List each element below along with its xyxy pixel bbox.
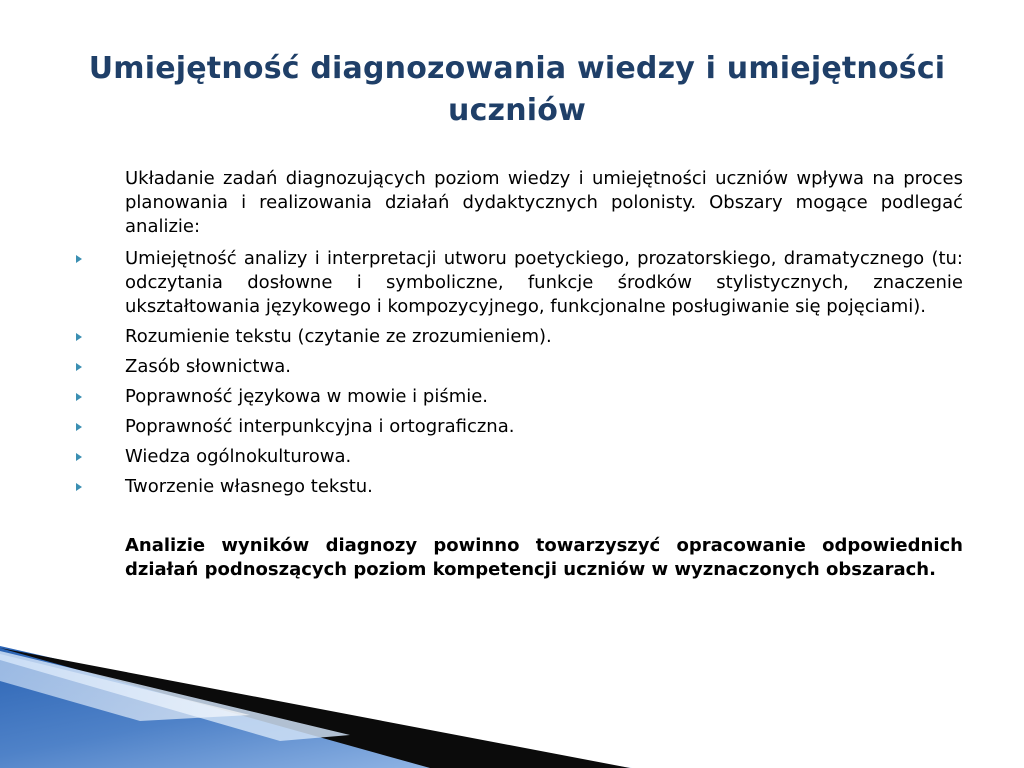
analysis-areas-list [125, 247, 963, 499]
slide-content [125, 167, 963, 582]
list-item-text: Umiejętność analizy i interpretacji utworu poetyckiego, prozatorskiego, dramatycznego (tu: odczytania dosłowne i symboliczne, funkcje środków stylistycznych, znaczenie ukształtowania językowego i kompozycyjnego, funkcjonalne posługiwanie się pojęciami). [125, 248, 963, 317]
triangle-right-icon [76, 333, 82, 341]
triangle-right-icon [76, 393, 82, 401]
list-item-text: Rozumienie tekstu (czytanie ze zrozumieniem). [125, 326, 552, 347]
summary-paragraph: Analizie wyników diagnozy powinno towarzyszyć opracowanie odpowiednich działań podnoszących poziom kompetencji uczniów w wyznaczonych obszarach. [125, 535, 963, 580]
list-item [125, 325, 963, 349]
list-item-text: Poprawność interpunkcyjna i ortograficzna. [125, 416, 515, 437]
slide-title: Umiejętność diagnozowania wiedzy i umiejętności uczniów [88, 51, 946, 128]
triangle-right-icon [76, 363, 82, 371]
list-item [125, 415, 963, 439]
intro-paragraph: Układanie zadań diagnozujących poziom wiedzy i umiejętności uczniów wpływa na proces planowania i realizowania działań dydaktycznych polonisty. Obszary mogące podlegać analizie: [125, 168, 963, 237]
list-item [125, 475, 963, 499]
soft-highlight-band [0, 654, 250, 721]
triangle-right-icon [76, 453, 82, 461]
triangle-right-icon [76, 423, 82, 431]
list-item-text: Wiedza ogólnokulturowa. [125, 446, 352, 467]
light-corner-band [0, 651, 350, 741]
list-item [125, 385, 963, 409]
triangle-right-icon [76, 255, 82, 263]
blue-corner-band [0, 646, 632, 768]
list-item [125, 355, 963, 379]
list-item [125, 247, 963, 319]
black-corner-band [0, 648, 630, 768]
triangle-right-icon [76, 483, 82, 491]
list-item [125, 445, 963, 469]
list-item-text: Poprawność językowa w mowie i piśmie. [125, 386, 489, 407]
list-item-text: Tworzenie własnego tekstu. [125, 476, 373, 497]
list-item-text: Zasób słownictwa. [125, 356, 291, 377]
